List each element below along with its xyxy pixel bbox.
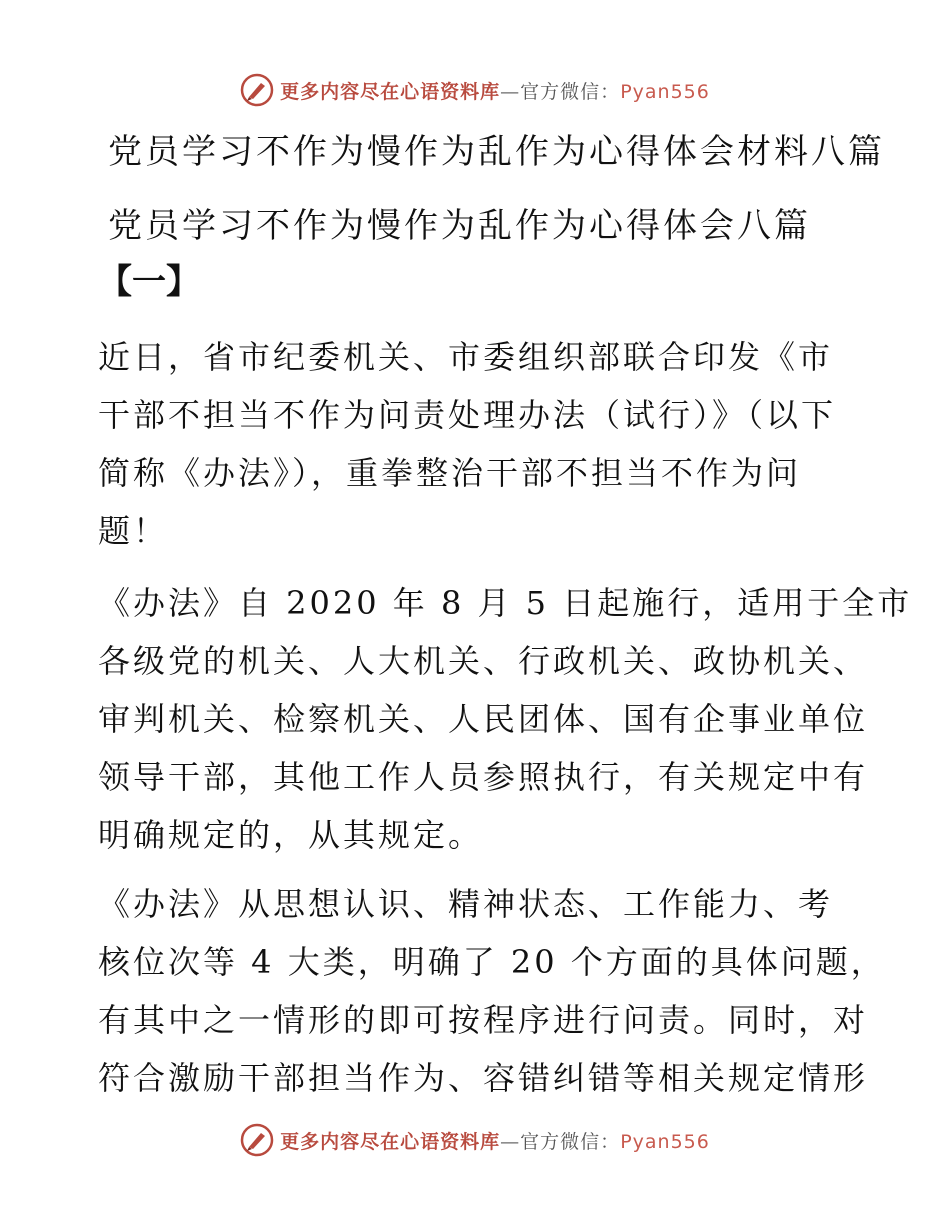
- watermark-side: 官方微信：: [520, 1130, 621, 1153]
- watermark-main: 更多内容尽在心语资料库: [280, 80, 501, 103]
- watermark-account: Pyan556: [620, 80, 710, 103]
- section-marker: 【一】: [98, 262, 200, 302]
- document-subtitle: 党员学习不作为慢作为乱作为心得体会八篇: [108, 206, 811, 246]
- watermark-banner-bottom: [0, 1120, 950, 1160]
- document-title: 党员学习不作为慢作为乱作为心得体会材料八篇: [108, 132, 885, 172]
- paragraph-line: 领导干部，其他工作人员参照执行，有关规定中有: [98, 758, 869, 796]
- paragraph-3: [98, 875, 886, 1107]
- paragraph-line: 符合激励干部担当作为、容错纠错等相关规定情形: [98, 1059, 869, 1097]
- paragraph-2: [98, 574, 913, 864]
- pen-logo-icon: [240, 1123, 274, 1157]
- watermark-account: Pyan556: [620, 1130, 710, 1153]
- watermark-text: [280, 77, 710, 104]
- paragraph-1: [98, 328, 858, 560]
- watermark-separator: —: [500, 1130, 521, 1153]
- paragraph-line: 近日，省市纪委机关、市委组织部联合印发《市: [98, 338, 834, 376]
- watermark-banner-top: [0, 70, 950, 110]
- paragraph-line: 题！: [98, 512, 169, 550]
- paragraph-line: 各级党的机关、人大机关、行政机关、政协机关、: [98, 642, 869, 680]
- watermark-text: [280, 1127, 710, 1154]
- paragraph-line: 明确规定的，从其规定。: [98, 816, 484, 854]
- paragraph-line: 简称《办法》），重拳整治干部不担当不作为问: [98, 454, 802, 492]
- paragraph-line: 《办法》从思想认识、精神状态、工作能力、考: [98, 885, 834, 923]
- paragraph-line: 审判机关、检察机关、人民团体、国有企事业单位: [98, 700, 869, 738]
- pen-logo-icon: [240, 73, 274, 107]
- paragraph-line: 干部不担当不作为问责处理办法（试行）》（以下: [98, 396, 837, 434]
- paragraph-line: 有其中之一情形的即可按程序进行问责。同时，对: [98, 1001, 869, 1039]
- watermark-side: 官方微信：: [520, 80, 621, 103]
- paragraph-line: 核位次等 4 大类，明确了 20 个方面的具体问题，: [98, 943, 886, 981]
- paragraph-line: 《办法》自 2020 年 8 月 5 日起施行，适用于全市: [98, 584, 913, 622]
- watermark-separator: —: [500, 80, 521, 103]
- watermark-main: 更多内容尽在心语资料库: [280, 1130, 501, 1153]
